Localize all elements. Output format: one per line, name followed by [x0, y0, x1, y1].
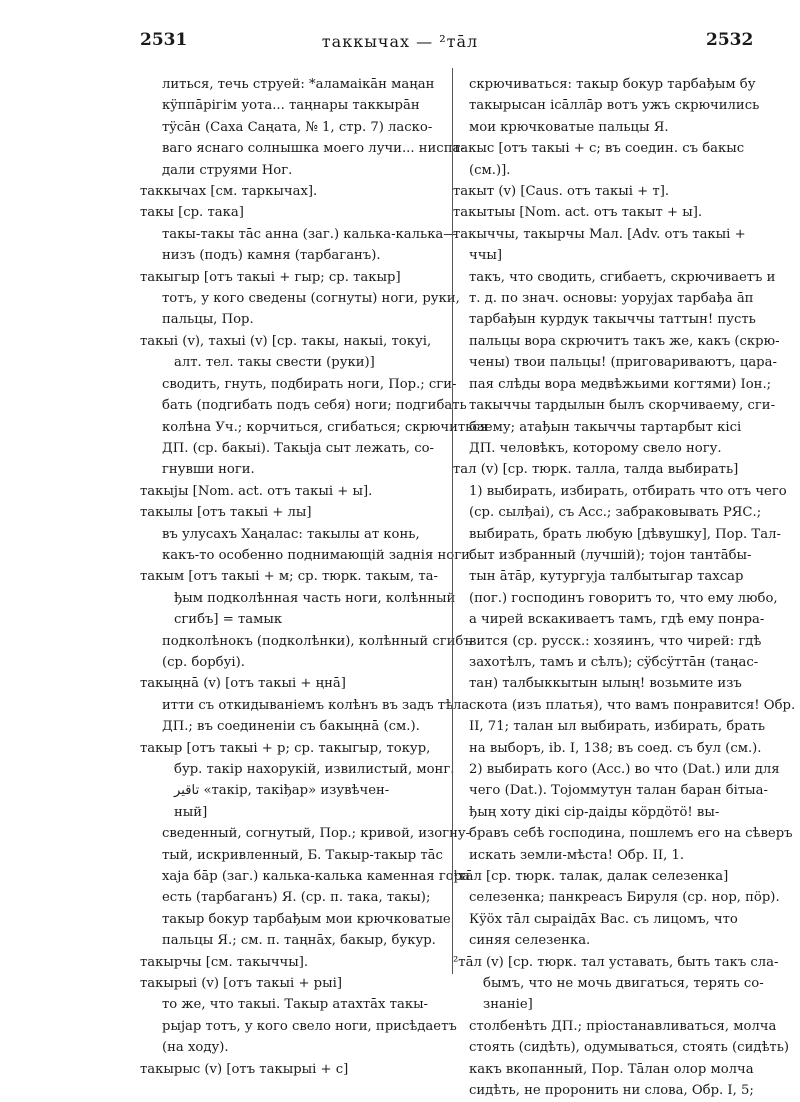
entry-text-line: какъ-то особенно поднимающiй заднiя ноги. [162, 547, 475, 563]
entry-text-line: селезенка; панкреасъ Бируля (ср. нор, пöр). [469, 890, 780, 906]
entry-text-line: ччы] [469, 248, 503, 264]
entry-text-line: ДП. человѣкъ, которому свело ногу. [469, 440, 722, 456]
entry-text-line: низъ (подъ) камня (тарбаганъ). [162, 248, 381, 264]
entry-text-line: хаjа бāр (заг.) калька-калька каменная гора [162, 869, 470, 885]
entry-text-line: ђым подколѣнная часть ноги, колѣнный [174, 590, 456, 606]
entry-text-line: рыjар тотъ, у кого свело ноги, присѣдаетъ [162, 1018, 457, 1034]
entry-headword-line: такым [отъ такыi + м; ср. тюрк. такым, та- [140, 569, 438, 585]
entry-text-line: 2) выбирать кого (Acc.) во что (Dat.) или для [469, 762, 780, 777]
entry-headword-line: такырыi (v) [отъ такыi + рыi] [140, 976, 342, 992]
entry-text-line: въ улусахъ Хаңалас: такылы ат конь, [162, 526, 420, 542]
entry-text-line: ваго яснаго солнышка моего лучи... ниспа- [162, 141, 465, 157]
entry-text-line: скота (изъ платья), что вамъ понравится! Обр. [469, 697, 796, 713]
entry-text-line: ђың хоту дiкi сiр-даiды кöрдöтö! вы- [469, 804, 720, 820]
entry-text-line: колѣна Уч.; корчиться, сгибаться; скрючиться [162, 419, 489, 435]
entry-text-line: пальцы, Пор. [162, 312, 254, 328]
entry-text-line: бравъ себѣ господина, пошлемъ его на сѣверъ [469, 826, 793, 842]
entry-text-line: литься, течь струей: *аламаiкāн маңан [162, 77, 435, 92]
entry-headword-line: такытыы [Nom. act. отъ такыт + ы]. [453, 205, 703, 221]
entry-text-line: тый, искривленный, Б. Такыр-такыр тāс [162, 847, 443, 863]
entry-text-line: мои крючковатые пальцы Я. [469, 119, 669, 135]
entry-headword-line: такыс [отъ такыi + с; въ соедин. съ бакыс [453, 141, 745, 157]
entry-text-line: сводить, гнуть, подбирать ноги, Пор.; сги- [162, 376, 457, 392]
entry-text-line: гнувши ноги. [162, 462, 255, 478]
entry-text-line: сведенный, согнутый, Пор.; кривой, изогну- [162, 826, 471, 842]
entry-text-line: такыр бокур тарбађым мои крючковатые [162, 911, 451, 927]
entry-text-line: ный] [174, 804, 208, 820]
entry-text-line: 1) выбирать, избирать, отбирать что отъ чего [469, 483, 787, 499]
entry-text-line: (ср. борбуi). [162, 654, 245, 670]
entry-text-line: пальцы Я.; см. п. таңнāх, бакыр, букур. [162, 933, 436, 949]
entry-text-line: тын āтāр, кутургуjа талбытыгар тахсар [469, 569, 744, 585]
entry-text-line: то же, что такыi. Такыр атахтāх такы- [162, 997, 429, 1013]
entry-headword-line: такы [ср. така] [140, 205, 244, 221]
entry-text-line: (ср. сылђаi), съ Acc.; забраковывать РЯС.; [469, 505, 762, 521]
entry-headword-line: такыччы, такырчы Мал. [Adv. отъ такыi + [453, 226, 746, 242]
entry-headword-line: такыi (v), тахыi (v) [ср. такы, накыi, токуi, [140, 333, 432, 349]
entry-text-line: бымъ, что не мочь двигаться, терять со- [483, 976, 764, 992]
entry-text-line: ﺗﺎﻗﯿﺮ «такiр, такiђар» изувѣчен- [174, 783, 390, 799]
entry-text-line: стоять (сидѣть), одумываться, стоять (сидѣть) [469, 1040, 790, 1056]
entry-text-line: бать (подгибать подъ себя) ноги; подгибать [162, 398, 467, 414]
entry-headword-line: таккычах [см. таркычах]. [140, 184, 318, 200]
entry-headword-line: ¹тāл [ср. тюрк. талак, далак селезенка] [453, 869, 729, 885]
entry-text-line: такыччы тардылын былъ скорчиваему, сги- [469, 398, 776, 414]
entry-text-line: (см.)]. [469, 162, 511, 178]
entry-text-line: тарбађын курдук такыччы таттын! пусть [469, 312, 756, 328]
entry-text-line: бур. такiр нахорукiй, извилистый, монг. [174, 762, 455, 777]
entry-headword-line: такыр [отъ такыi + р; ср. такыгыр, токур, [140, 740, 431, 756]
entry-headword-line: такыт (v) [Caus. отъ такыi + т]. [453, 184, 670, 200]
entry-text-line: искать земли-мѣста! Обр. II, 1. [469, 847, 685, 863]
left-column [140, 74, 489, 1080]
entry-text-line: тан) талбыккытын ылың! возьмите изъ [469, 676, 742, 692]
entry-headword-line: такырчы [см. такыччы]. [140, 954, 309, 970]
entry-headword-line: такырыс (v) [отъ такырыi + с] [140, 1061, 349, 1077]
entry-text-line: такъ, что сводить, сгибаетъ, скрючиваетъ и [469, 269, 776, 285]
entry-text-line: (пог.) господинъ говоритъ то, что ему любо, [469, 590, 778, 606]
entry-text-line: т. д. по знач. основы: уоруjах тарбађа āп [469, 291, 754, 307]
entry-text-line: такы-такы тāс анна (заг.) калька-калька— [162, 226, 457, 242]
running-head: таккычах — ²тāл [321, 32, 479, 51]
page-number-right: 2532 [706, 30, 754, 50]
entry-text-line: выбирать, брать любую [дѣвушку], Пор. Тал- [469, 526, 781, 542]
entry-headword-line: тал (v) [ср. тюрк. талла, талда выбирать] [453, 462, 739, 478]
entry-text-line: чены) твои пальцы! (приговариваютъ, цара- [469, 355, 777, 371]
entry-text-line: пальцы вора скрючитъ такъ же, какъ (скрю- [469, 333, 780, 349]
entry-text-line: на выборъ, ib. I, 138; въ соед. съ бул (см.). [469, 740, 762, 756]
entry-text-line: знанiе] [483, 997, 533, 1013]
right-column [453, 74, 796, 1102]
entry-text-line: захотѣлъ, тамъ и сѣлъ); сÿбсÿттāн (таңас- [469, 654, 759, 670]
entry-text-line: ДП. (ср. бакыi). Такыjа сыт лежать, со- [162, 440, 434, 456]
entry-text-line: сгибъ] = тамык [174, 612, 283, 628]
entry-text-line: вится (ср. русск.: хозяинъ, что чирей: гдѣ [469, 633, 762, 649]
entry-text-line: а чирей вскакиваетъ тамъ, гдѣ ему понра- [469, 612, 765, 628]
entry-text-line: пая слѣды вора медвѣжьими когтями) Iон.; [469, 376, 772, 392]
entry-text-line: синяя селезенка. [469, 933, 591, 949]
entry-text-line: быт избранный (лучшiй); тоjон тантāбы- [469, 547, 752, 563]
entry-headword-line: ²тāл (v) [ср. тюрк. тал уставать, быть такъ сла- [453, 954, 779, 970]
entry-text-line: столбенѣть ДП.; прiостанавливаться, молча [469, 1018, 777, 1034]
entry-headword-line: такыгыр [отъ такыi + гыр; ср. такыр] [140, 269, 401, 285]
entry-headword-line: такыңнā (v) [отъ такыi + ңнā] [140, 676, 346, 692]
entry-headword-line: такылы [отъ такыi + лы] [140, 505, 312, 521]
entry-headword-line: такыjы [Nom. act. отъ такыi + ы]. [140, 483, 373, 499]
page-number-left: 2531 [140, 30, 188, 50]
entry-text-line: тотъ, у кого сведены (согнуты) ноги, руки, [162, 291, 460, 307]
entry-text-line: такырысан iсāллāр вотъ ужъ скрючились [469, 98, 760, 114]
entry-text-line: подколѣнокъ (подколѣнки), колѣнный сгибъ [162, 633, 472, 649]
entry-text-line: (на ходу). [162, 1040, 229, 1056]
entry-text-line: скрючиваться: такыр бокур тарбађым бу [469, 77, 756, 92]
entry-text-line: алт. тел. такы свести (руки)] [174, 355, 375, 371]
entry-text-line: тÿсāн (Саха Саңата, № 1, стр. 7) ласко- [162, 119, 433, 135]
entry-text-line: ДП.; въ соединенiи съ бакыңнā (см.). [162, 719, 420, 735]
entry-text-line: баему; атађын такыччы тартарбыт кiсi [469, 419, 742, 435]
entry-text-line: итти съ откидыванiемъ колѣнъ въ задъ тѣла [162, 697, 470, 713]
entry-text-line: какъ вкопанный, Пор. Тāлан олор молча [469, 1061, 754, 1077]
entry-text-line: сидѣть, не проронить ни слова, Обр. I, 5; [469, 1083, 754, 1099]
entry-text-line: II, 71; талан ыл выбирать, избирать, брать [469, 719, 766, 735]
entry-text-line: Кÿöх тāл сыраiдāх Вас. съ лицомъ, что [469, 911, 738, 927]
entry-text-line: есть (тарбаганъ) Я. (ср. п. така, такы); [162, 890, 431, 906]
entry-text-line: кÿппāрiгiм уота... таңнары таккырāн [162, 98, 420, 114]
entry-text-line: чего (Dat.). Тоjоммутун талан баран бiтыа- [469, 783, 768, 799]
entry-text-line: дали струями Ног. [162, 162, 293, 178]
